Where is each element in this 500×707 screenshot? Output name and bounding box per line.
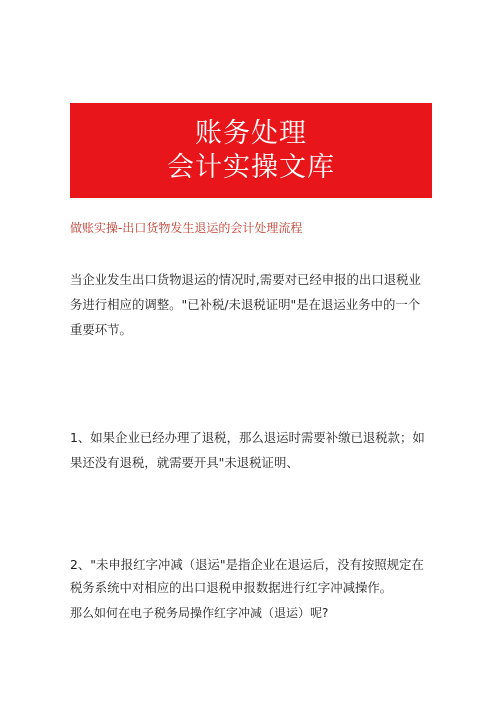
intro-line: 重要环节。 [70,322,132,337]
intro-line: 当企业发生出口货物退运的情况时,需要对已经申报的出口退税业 [70,272,421,287]
banner-title-line-1: 账务处理 [195,117,307,149]
point-1-line: 果还没有退税，就需要开具"未退税证明、 [70,455,299,470]
intro-line: 务进行相应的调整。"已补税/未退税证明"是在退运业务中的一个 [70,297,421,312]
document-subtitle: 做账实操-出口货物发生退运的会计处理流程 [70,221,303,235]
banner-title-line-2: 会计实操文库 [167,151,335,183]
intro-paragraph [70,267,432,342]
point-2-paragraph [70,553,432,599]
point-2-line: 税务系统中对相应的出口退税申报数据进行红字冲减操作。 [70,580,393,595]
title-banner [70,103,432,198]
point-1-line: 1、如果企业已经办理了退税，那么退运时需要补缴已退税款；如 [70,430,425,445]
point-2-line: 2、"未申报红字冲减（退运"是指企业在退运后，没有按照规定在 [70,557,424,572]
point-1-paragraph [70,425,432,475]
question-paragraph: 那么如何在电子税务局操作红字冲减（退运）呢? [70,606,329,620]
